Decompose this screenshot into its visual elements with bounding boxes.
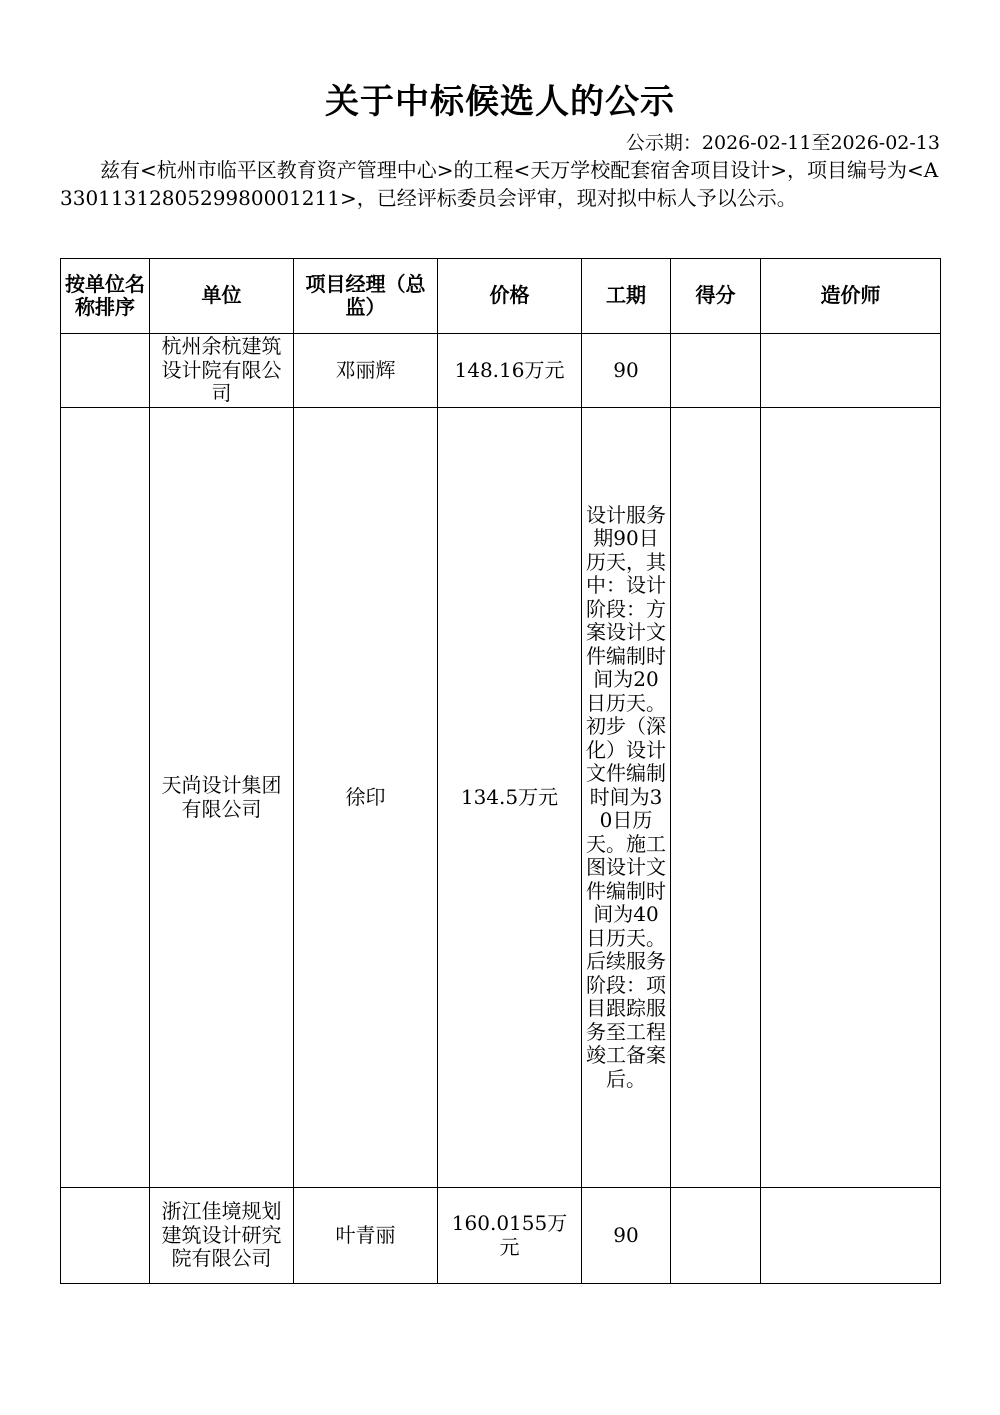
cell-score — [671, 1188, 761, 1284]
header-cost-engineer: 造价师 — [761, 259, 941, 334]
table-row — [61, 334, 941, 408]
cell-price: 134.5万元 — [438, 408, 582, 1188]
cell-company: 浙江佳境规划建筑设计研究院有限公司 — [150, 1188, 294, 1284]
table-header-row — [61, 259, 941, 334]
header-company: 单位 — [150, 259, 294, 334]
cell-period: 90 — [582, 334, 671, 408]
cell-score — [671, 408, 761, 1188]
table-row — [61, 1188, 941, 1284]
header-rank: 按单位名称排序 — [61, 259, 150, 334]
cell-manager: 徐印 — [294, 408, 438, 1188]
cell-cost-engineer — [761, 1188, 941, 1284]
cell-period: 设计服务期90日历天，其中：设计阶段：方案设计文件编制时间为20日历天。初步（深化）设计文件编制时间为30日历天。施工图设计文件编制时间为40日历天。后续服务阶段：项目跟踪服务至工程竣工备案后。 — [582, 408, 671, 1188]
table-row — [61, 408, 941, 1188]
cell-rank — [61, 334, 150, 408]
cell-period: 90 — [582, 1188, 671, 1284]
cell-price: 148.16万元 — [438, 334, 582, 408]
cell-company: 杭州余杭建筑设计院有限公司 — [150, 334, 294, 408]
cell-price: 160.0155万元 — [438, 1188, 582, 1284]
cell-cost-engineer — [761, 334, 941, 408]
cell-company: 天尚设计集团有限公司 — [150, 408, 294, 1188]
header-price: 价格 — [438, 259, 582, 334]
header-period: 工期 — [582, 259, 671, 334]
cell-manager: 叶青丽 — [294, 1188, 438, 1284]
cell-rank — [61, 408, 150, 1188]
candidates-table — [60, 258, 941, 1284]
header-score: 得分 — [671, 259, 761, 334]
intro-paragraph: 兹有<杭州市临平区教育资产管理中心>的工程<天万学校配套宿舍项目设计>，项目编号为<A3301131280529980001211>，已经评标委员会评审，现对拟中标人予以公示。 — [60, 158, 939, 210]
cell-score — [671, 334, 761, 408]
cell-manager: 邓丽辉 — [294, 334, 438, 408]
cell-cost-engineer — [761, 408, 941, 1188]
publicity-period: 公示期：2026-02-11至2026-02-13 — [625, 132, 940, 154]
cell-rank — [61, 1188, 150, 1284]
header-manager: 项目经理（总监） — [294, 259, 438, 334]
page-title: 关于中标候选人的公示 — [325, 82, 675, 122]
